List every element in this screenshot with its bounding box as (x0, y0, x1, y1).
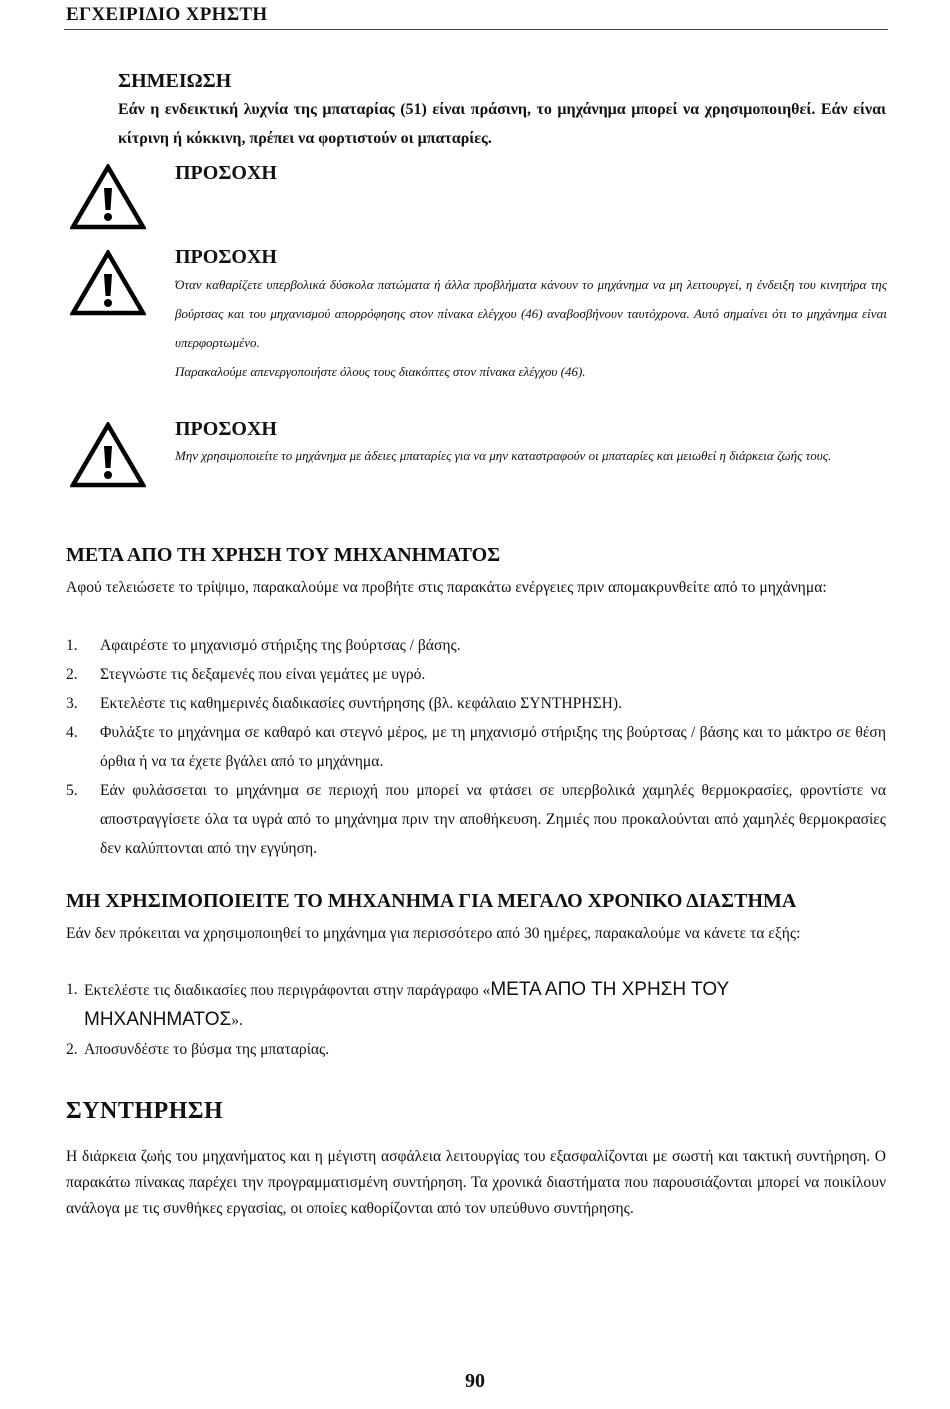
warning-heading: ΠΡΟΣΟΧΗ (175, 418, 277, 440)
warning-triangle-icon (70, 422, 146, 488)
list-item-number: 3. (66, 695, 78, 712)
list-item-number: 5. (66, 782, 78, 799)
list-item (66, 1035, 886, 1064)
section-heading-after-use: ΜΕΤΑ ΑΠΟ ΤΗ ΧΡΗΣΗ ΤΟΥ ΜΗΧΑΝΗΜΑΤΟΣ (66, 544, 501, 566)
after-use-intro: Αφού τελειώσετε το τρίψιμο, παρακαλούμε να προβήτε στις παρακάτω ενέργειες πριν απομακρυνθείτε από το μηχάνημα: (66, 579, 827, 596)
header-divider (64, 29, 888, 30)
list-item-text: Εάν φυλάσσεται το μηχάνημα σε περιοχή που μπορεί να φτάσει σε υπερβολικά χαμηλές θερμοκρασίες, φροντίστε να αποστραγγίσετε όλα τα υγρά από το μηχάνημα πριν την αποθήκευση. Ζημιές που προκαλούνται από χαμηλές θερμοκρασίες δεν καλύπτονται από την εγγύηση. (100, 782, 886, 857)
long-period-intro: Εάν δεν πρόκειται να χρησιμοποιηθεί το μηχάνημα για περισσότερο από 30 ημέρες, παρακαλούμε να κάνετε τα εξής: (66, 925, 801, 942)
warning-text-secondary: Παρακαλούμε απενεργοποιήστε όλους τους διακόπτες στον πίνακα ελέγχου (46). (175, 364, 586, 379)
list-item-text: Στεγνώστε τις δεξαμενές που είναι γεμάτες με υγρό. (100, 666, 426, 683)
list-item-text: Αποσυνδέστε το βύσμα της μπαταρίας. (84, 1041, 330, 1058)
note-block (118, 68, 886, 153)
list-item-text: Εκτελέστε τις καθημερινές διαδικασίες συντήρησης (βλ. κεφάλαιο ΣΥΝΤΗΡΗΣΗ). (100, 695, 623, 712)
section-heading-maintenance: ΣΥΝΤΗΡΗΣΗ (66, 1098, 224, 1124)
document-header-title: ΕΓΧΕΙΡΙΔΙΟ ΧΡΗΣΤΗ (66, 4, 268, 25)
list-item-number: 4. (66, 724, 78, 741)
warning-heading: ΠΡΟΣΟΧΗ (175, 162, 277, 184)
list-item-text-end: ». (231, 1012, 243, 1029)
page-number: 90 (465, 1370, 485, 1392)
list-item-number: 2. (66, 666, 78, 683)
list-item (66, 689, 886, 718)
warning-text: Όταν καθαρίζετε υπερβολικά δύσκολα πατώματα ή άλλα προβλήματα κάνουν το μηχάνημα να μη λειτουργεί, η ένδειξη του κινητήρα της βούρτσας και του μηχανισμού απορρόφησης στον πίνακα ελέγχου (46) αναβοσβήνουν ταυτόχρονα. Αυτό σημαίνει ότι το μηχάνημα είναι υπερφορτωμένο. (175, 277, 887, 350)
list-item-text: Αφαιρέστε το μηχανισμό στήριξης της βούρτσας / βάσης. (100, 637, 461, 654)
warning-triangle-icon (70, 250, 146, 316)
list-item-number: 1. (66, 637, 78, 654)
after-use-steps-list (66, 631, 886, 863)
list-item (66, 660, 886, 689)
long-period-steps-list (66, 975, 886, 1064)
note-heading: ΣΗΜΕΙΩΣΗ (118, 70, 232, 92)
list-item (66, 718, 886, 776)
warning-triangle-icon (70, 164, 146, 230)
list-item-number: 2. (66, 1041, 78, 1058)
list-item (66, 631, 886, 660)
maintenance-text: Η διάρκεια ζωής του μηχανήματος και η μέγιστη ασφάλεια λειτουργίας του εξασφαλίζονται με σωστή και τακτική συντήρηση. Ο παρακάτω πίνακας παρέχει την προγραμματισμένη συντήρηση. Τα χρονικά διαστήματα που παρουσιάζονται μπορεί να ποικίλουν ανάλογα με τις συνθήκες εργασίας, οι οποίες καθορίζονται από τον υπεύθυνο συντήρησης. (66, 1148, 886, 1217)
list-item-number: 1. (66, 981, 78, 998)
note-text: Εάν η ενδεικτική λυχνία της μπαταρίας (51) είναι πράσινη, το μηχάνημα μπορεί να χρησιμοποιηθεί. Εάν είναι κίτρινη ή κόκκινη, πρέπει να φορτιστούν οι μπαταρίες. (118, 101, 886, 147)
list-item-text: Εκτελέστε τις διαδικασίες που περιγράφονται στην παράγραφο « (84, 982, 491, 999)
warning-text: Μην χρησιμοποιείτε το μηχάνημα με άδειες μπαταρίες για να μην καταστραφούν οι μπαταρίες και μειωθεί η διάρκεια ζωής τους. (175, 448, 832, 463)
section-heading-long-period: ΜΗ ΧΡΗΣΙΜΟΠΟΙΕΙΤΕ ΤΟ ΜΗΧΑΝΗΜΑ ΓΙΑ ΜΕΓΑΛΟ ΧΡΟΝΙΚΟ ΔΙΑΣΤΗΜΑ (66, 890, 797, 912)
list-item-quoted-reference: ΜΕΤΑ ΑΠΟ ΤΗ ΧΡΗΣΗ ΤΟΥ ΜΗΧΑΝΗΜΑΤΟΣ (84, 979, 729, 1030)
list-item-text: Φυλάξτε το μηχάνημα σε καθαρό και στεγνό μέρος, με τη μηχανισμό στήριξης της βούρτσας / βάσης και το μάκτρο σε θέση όρθια ή να τα έχετε βγάλει από το μηχάνημα. (100, 724, 886, 770)
list-item (66, 975, 886, 1035)
warning-heading: ΠΡΟΣΟΧΗ (175, 246, 277, 268)
list-item (66, 776, 886, 863)
